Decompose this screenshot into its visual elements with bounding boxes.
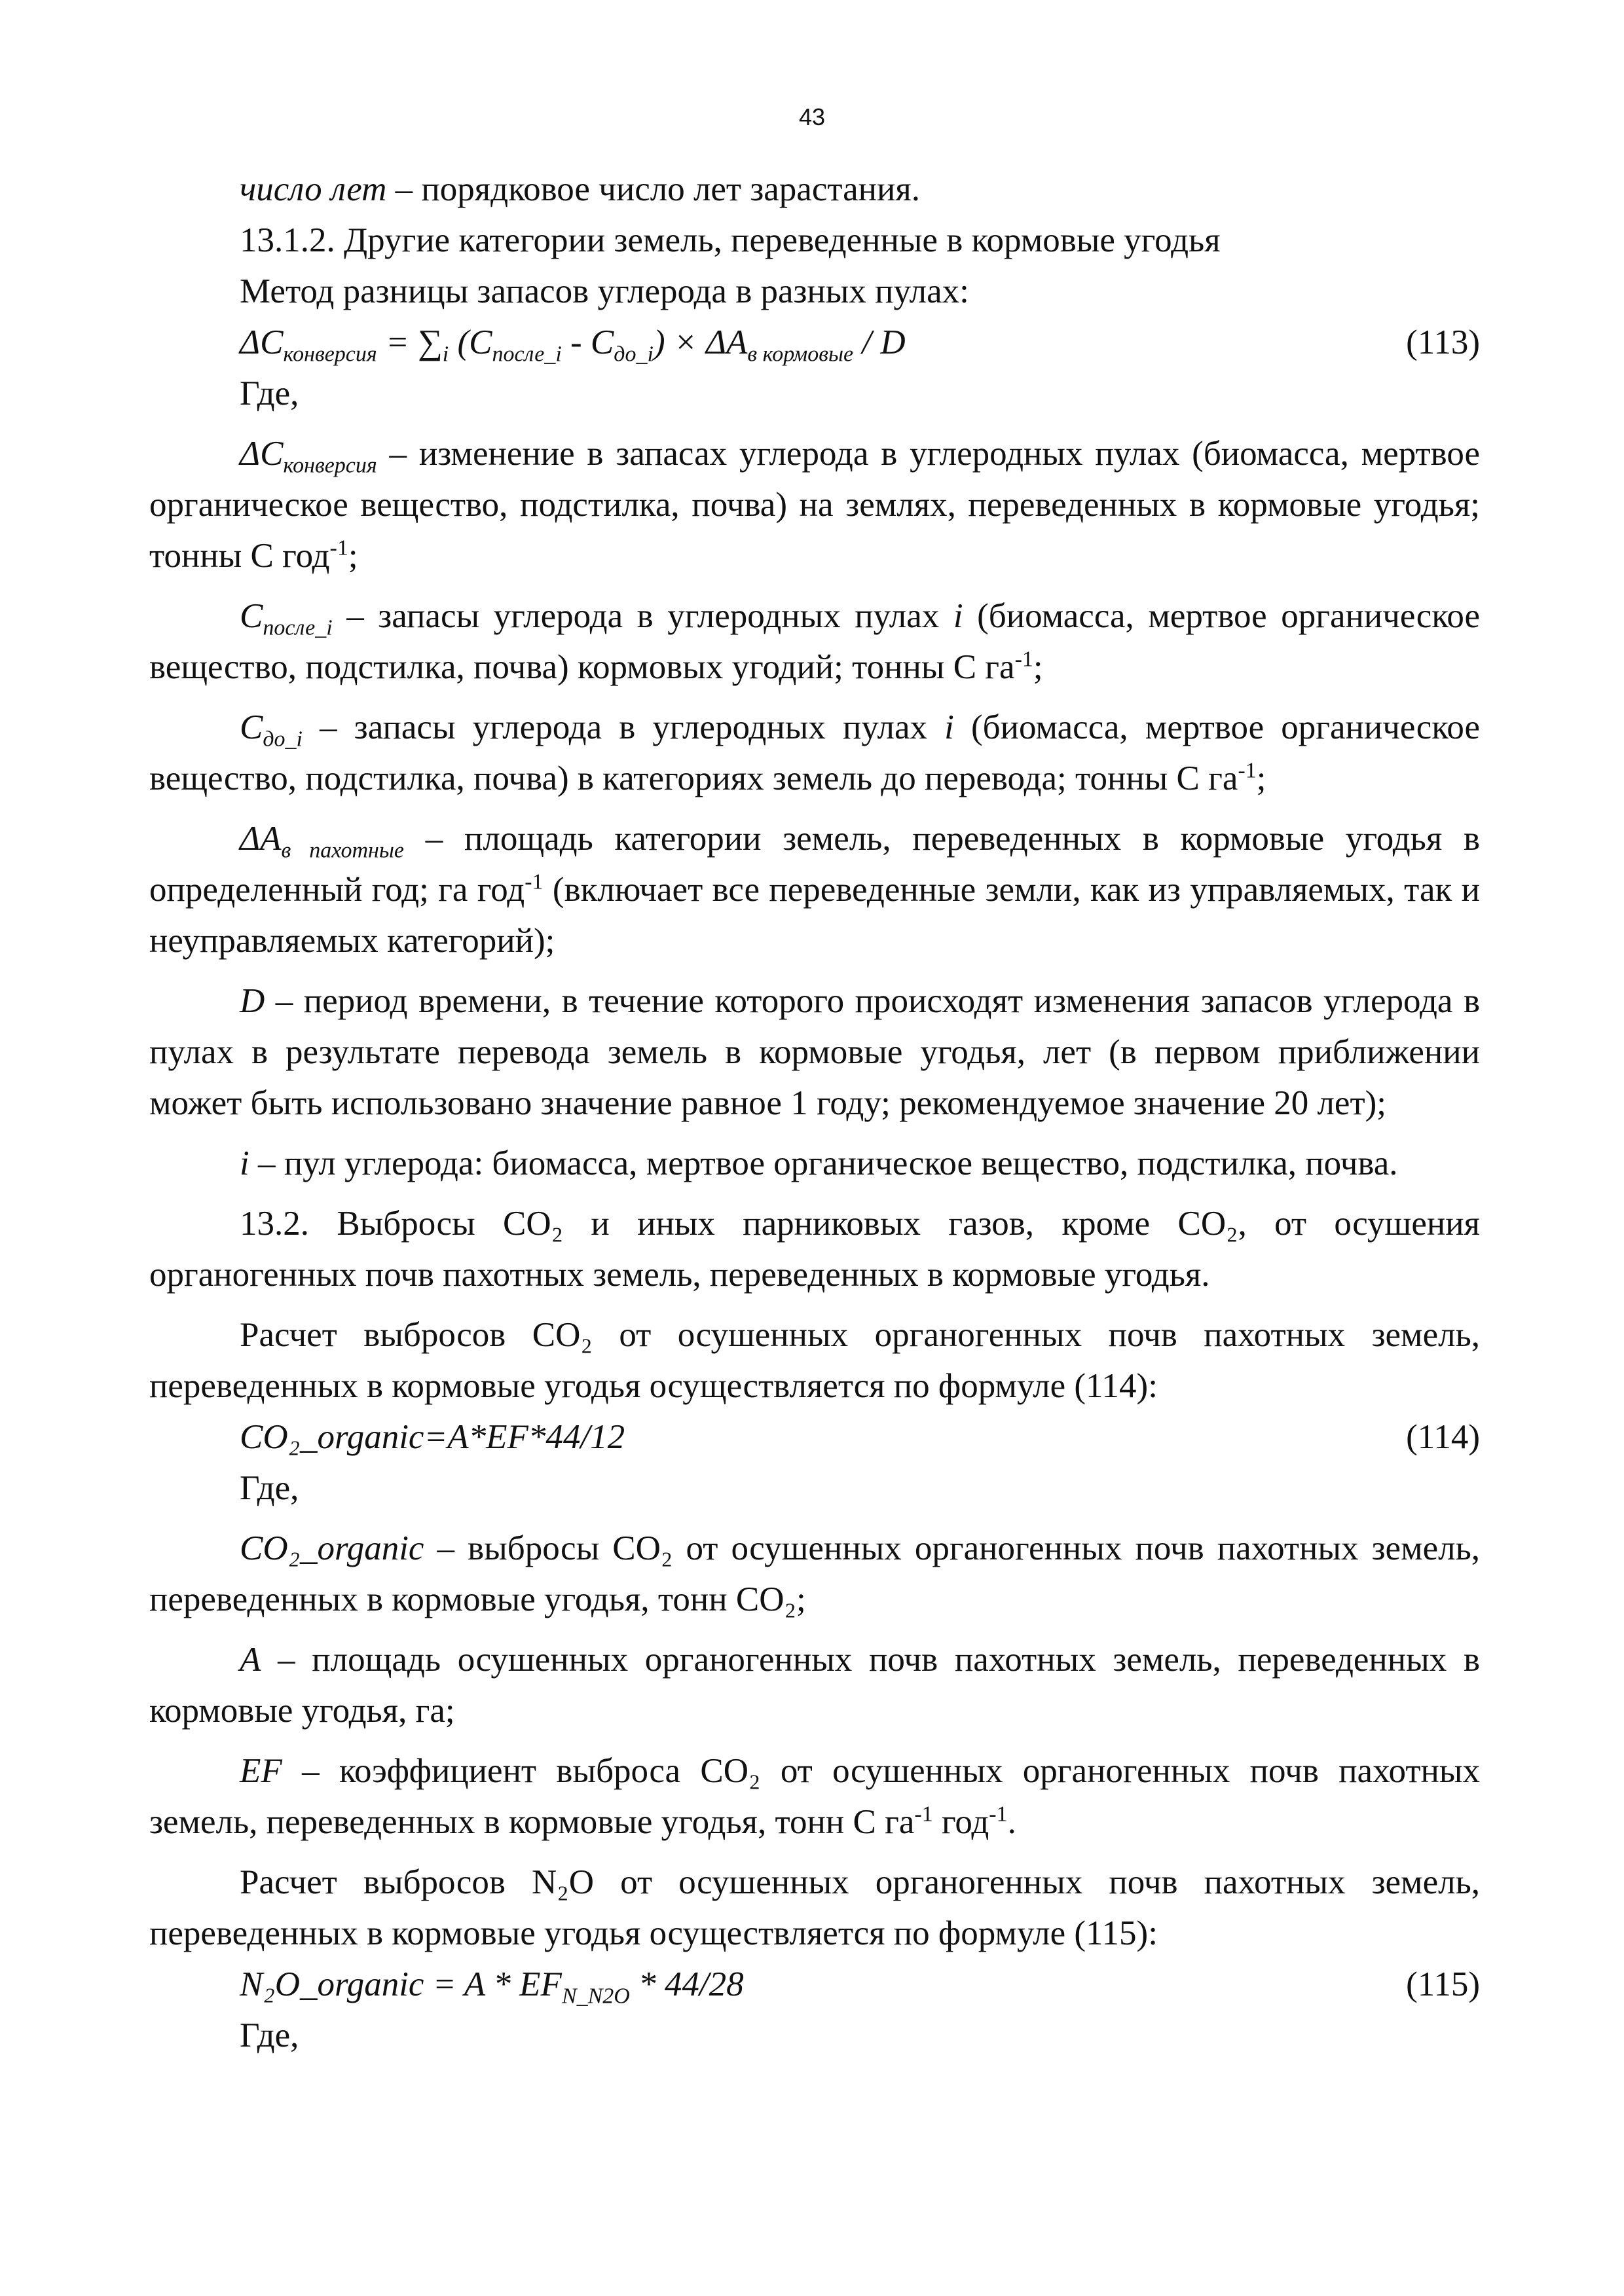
where-label: Где, <box>240 374 299 412</box>
def-a: A – площадь осушенных органогенных почв пахотных земель, переведенных в кормовые угодья, га; <box>149 1641 1480 1730</box>
formula-115: N₂O_organic = A * $EF_{N\_N2O} * 44/28$ (115) <box>149 1959 1480 2010</box>
n2o-intro: Расчет выбросов N₂O от осушенных органогенных почв пахотных земель, переведенных в кормовые угодья осуществляется по формуле (115): <box>149 1863 1480 1952</box>
def-i: i – пул углерода: биомасса, мертвое органическое вещество, подстилка, почва. <box>240 1144 1398 1182</box>
def-c-after: $C_{после\_i}$ – запасы углерода в углеродных пулах i (биомасса, мертвое органическое вещество, подстилка, почва) кормовых угодий; тонны С $га^{-1}$; <box>149 597 1480 686</box>
formula-115-number: (115) <box>1406 1965 1480 2003</box>
where-label: Где, <box>240 1469 299 1507</box>
page-number: 43 <box>798 103 826 130</box>
co2-intro: Расчет выбросов CO₂ от осушенных органогенных почв пахотных земель, переведенных в кормовые угодья осуществляется по формуле (114): <box>149 1316 1480 1405</box>
document-body <box>149 164 1480 2061</box>
def-d: D – период времени, в течение которого происходят изменения запасов углерода в пулах в результате перевода земель в кормовые угодья, лет (в первом приближении может быть использовано значение равное 1 году; рекомендуемое значение 20 лет); <box>149 982 1480 1122</box>
formula-114: CO₂_organic=A*EF*44/12 (114) <box>149 1412 1480 1463</box>
where-label: Где, <box>240 2016 299 2054</box>
years-definition: число лет – порядковое число лет зарастания. <box>240 170 921 208</box>
method-intro: Метод разницы запасов углерода в разных пулах: <box>240 272 969 310</box>
def-ef: EF – коэффициент выброса CO₂ от осушенных органогенных почв пахотных земель, переведенных в кормовые угодья, тонн С $га^{-1}$ год$^{-1}$. <box>149 1752 1480 1841</box>
formula-113: $\Delta C_{конверсия} = \sum_i$ $(C_{после\_i} - C_{до\_i}) \times \Delta A_{в кормовые} / D$ (113) <box>149 317 1480 368</box>
formula-113-number: (113) <box>1406 323 1480 361</box>
def-delta-c-conversion: $\Delta C_{конверсия}$ – изменение в запасах углерода в углеродных пулах (биомасса, мертвое органическое вещество, подстилка, почва) на землях, переведенных в кормовые угодья; тонны С год$^{-1}$; <box>149 435 1480 575</box>
def-co2-organic: CO₂_organic – выбросы CO₂ от осушенных органогенных почв пахотных земель, переведенных в кормовые угодья, тонн CO₂; <box>149 1529 1480 1618</box>
section-13-2-heading: 13.2. Выбросы CO₂ и иных парниковых газов, кроме CO₂, от осушения органогенных почв пахотных земель, переведенных в кормовые угодья. <box>149 1205 1480 1294</box>
years-symbol: число лет <box>240 170 387 208</box>
formula-114-number: (114) <box>1406 1418 1480 1456</box>
def-delta-a: $\Delta A_{в пахотные}$ – площадь категории земель, переведенных в кормовые угодья в определенный год; га год$^{-1}$ (включает все переведенные земли, как из управляемых, так и неуправляемых категорий); <box>149 820 1481 960</box>
def-c-before: $C_{до\_i}$ – запасы углерода в углеродных пулах i (биомасса, мертвое органическое вещество, подстилка, почва) в категориях земель до перевода; тонны С $га^{-1}$; <box>149 708 1480 797</box>
section-13-1-2-heading: 13.1.2. Другие категории земель, переведенные в кормовые угодья <box>240 221 1221 259</box>
